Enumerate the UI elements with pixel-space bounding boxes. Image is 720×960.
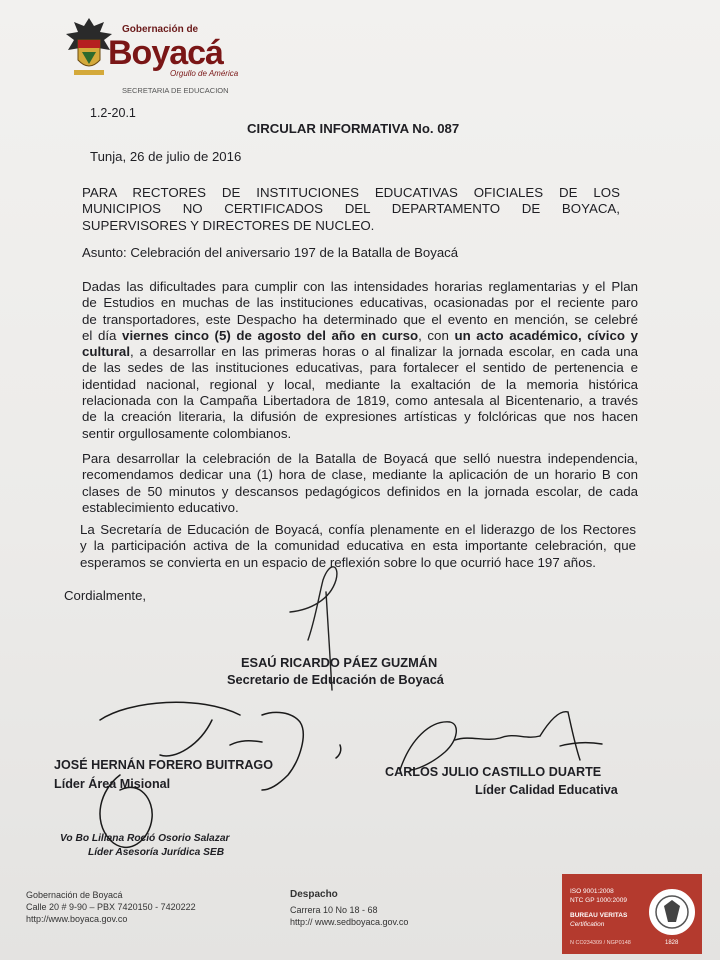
signer-main-name: ESAÚ RICARDO PÁEZ GUZMÁN [241,655,438,670]
cert-certification: Certification [570,921,605,928]
para3-line: y la participación activa de la comunidad educativa en esta importante celebración, que [80,538,636,554]
cert-number: N CO234309 / NGP0148 [570,940,631,946]
para1-line: identidad nacional, regional y local, mediante la exaltación de la memoria histórica [82,376,638,392]
para1-line: de las sedes de las instituciones educativas, para fortalecer el sentido de pertenencia e [82,360,638,376]
recipients [82,185,620,234]
reference-number: 1.2-20.1 [90,106,136,120]
paragraph-2 [82,451,638,516]
logo-boyaca: Boyacá [108,34,223,72]
signer-left-role: Líder Área Misional [54,777,171,791]
footer-url: http://www.boyaca.gov.co [26,914,128,924]
para1-line: cultural, a desarrollar en las primeras horas o al finalizar la jornada escolar, en cada una [82,344,638,360]
cert-year: 1828 [665,940,679,946]
footer-address: Calle 20 # 9-90 – PBX 7420150 - 7420222 [26,902,196,912]
para3-line: La Secretaría de Educación de Boyacá, confía plenamente en el liderazgo de los Rectores [80,522,636,537]
closing: Cordialmente, [64,588,147,603]
vobo-name: Vo Bo Liliana Roció Osorio Salazar [60,833,230,844]
signer-right-name: CARLOS JULIO CASTILLO DUARTE [385,765,602,779]
para2-line: clases de 50 minutos y descansos pedagógicos definidos en la jornada escolar, de cada [82,483,638,499]
para2-line: Para desarrollar la celebración de la Batalla de Boyacá que selló nuestra independencia, [82,451,638,466]
certification-badge [562,874,702,954]
signature-right-icon [400,712,602,770]
para1-line: Dadas las dificultades para cumplir con las intensidades horarias reglamentarias y el Plan [82,279,638,294]
signer-left-name: JOSÉ HERNÁN FORERO BUITRAGO [54,758,274,772]
date-line: Tunja, 26 de julio de 2016 [90,149,242,164]
recipients-line: MUNICIPIOS NO CERTIFICADOS DEL DEPARTAMENTO DE BOYACA, [82,201,620,217]
para1-line: de Estudios en muchas de las instituciones educativas, ocasionadas por el reciente paro [82,295,638,311]
recipients-line: SUPERVISORES Y DIRECTORES DE NUCLEO. [82,217,375,233]
para1-line: sentir orgullosamente colombianos. [82,425,292,441]
cert-bureau: BUREAU VERITAS [570,912,628,919]
signer-right-role: Líder Calidad Educativa [475,783,618,797]
footer-org: Gobernación de Boyacá [26,890,123,900]
paragraph-1 [82,279,638,442]
para2-line: recomendamos dedicar una (1) hora de clase, mediante la aplicación de un horario B con [82,467,638,483]
para3-line: esperamos se convierta en un espacio de reflexión sobre lo que ocurrió hace 197 años. [80,554,596,570]
signature-left-icon [100,702,341,847]
vobo-role: Líder Asesoría Jurídica SEB [88,847,225,858]
footer-despacho-url: http:// www.sedboyaca.gov.co [290,917,409,927]
para2-line: establecimiento educativo. [82,499,239,515]
cert-ntc: NTC GP 1000:2009 [570,897,627,904]
footer-despacho: Despacho [290,889,338,900]
para1-line: de transportadores, este Despacho ha determinado que el evento en mención, se celebré [82,311,638,327]
boyaca-logo [60,14,250,95]
cert-iso: ISO 9001:2008 [570,888,614,895]
para1-line: de la creación literaria, la difusión de expresiones artísticas y folclóricas que nos hacen [82,409,638,425]
subject-line: Asunto: Celebración del aniversario 197 de la Batalla de Boyacá [82,245,459,260]
recipients-line: PARA RECTORES DE INSTITUCIONES EDUCATIVAS OFICIALES DE LOS [82,185,620,200]
para1-line: relacionada con la Campaña Libertadora de 1819, como antesala al Bicentenario, a través [82,393,638,409]
footer-despacho-address: Carrera 10 No 18 - 68 [290,905,378,915]
signer-main-role: Secretario de Educación de Boyacá [227,672,444,687]
para1-line: el día viernes cinco (5) de agosto del año en curso, con un acto académico, cívico y [82,327,638,343]
logo-motto: Orgullo de América [170,69,239,78]
paragraph-3 [80,522,636,571]
logo-gobernacion: Gobernación de [122,24,199,35]
circular-title: CIRCULAR INFORMATIVA No. 087 [247,121,460,136]
logo-secretaria: SECRETARIA DE EDUCACION [122,86,229,95]
